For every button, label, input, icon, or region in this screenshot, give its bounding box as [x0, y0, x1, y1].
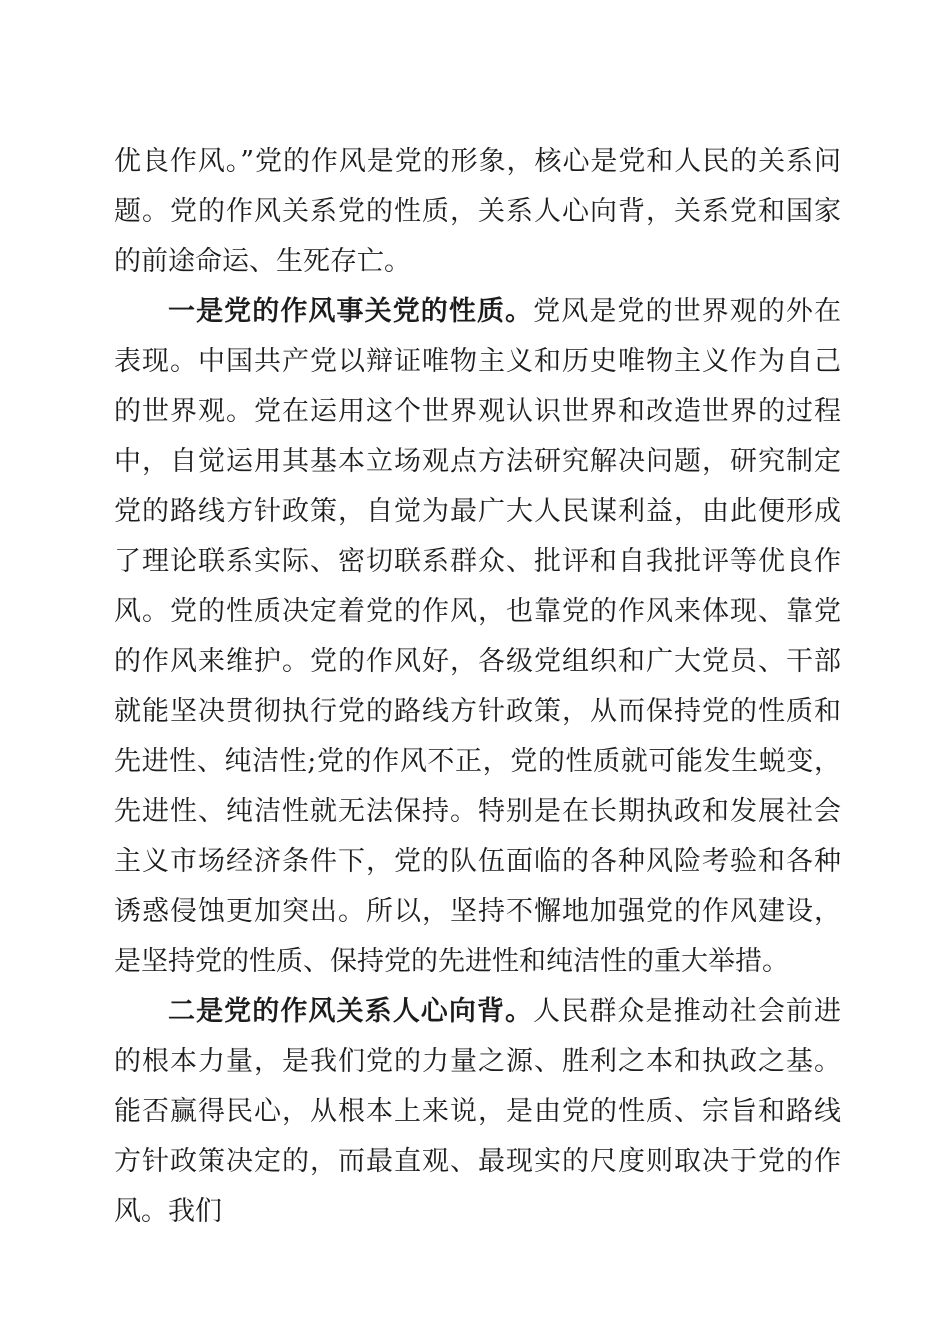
paragraph-point-one — [114, 287, 841, 987]
paragraph-lead: 二是党的作风关系人心向背。 — [168, 996, 534, 1027]
paragraph-text: 党风是党的世界观的外在表现。中国共产党以辩证唯物主义和历史唯物主义作为自己的世界观。党在运用这个世界观认识世界和改造世界的过程中，自觉运用其基本立场观点方法研究解决问题，研究制定党的路线方针政策，自觉为最广大人民谋利益，由此便形成了理论联系实际、密切联系群众、批评和自我批评等优良作风。党的性质决定着党的作风，也靠党的作风来体现、靠党的作风来维护。党的作风好，各级党组织和广大党员、干部就能坚决贯彻执行党的路线方针政策，从而保持党的性质和先进性、纯洁性;党的作风不正，党的性质就可能发生蜕变，先进性、纯洁性就无法保持。特别是在长期执政和发展社会主义市场经济条件下，党的队伍面临的各种风险考验和各种诱惑侵蚀更加突出。所以，坚持不懈地加强党的作风建设，是坚持党的性质、保持党的先进性和纯洁性的重大举措。 — [114, 296, 842, 977]
paragraph-text: 人民群众是推动社会前进的根本力量，是我们党的力量之源、胜利之本和执政之基。能否赢得民心，从根本上来说，是由党的性质、宗旨和路线方针政策决定的，而最直观、最现实的尺度则取决于党的作风。我们 — [114, 996, 842, 1227]
paragraph-text: 优良作风。”党的作风是党的形象，核心是党和人民的关系问题。党的作风关系党的性质，关系人心向背，关系党和国家的前途命运、生死存亡。 — [114, 146, 841, 277]
paragraph-point-two — [114, 987, 841, 1237]
document-body — [114, 137, 841, 1237]
paragraph-continuation — [114, 137, 841, 287]
paragraph-lead: 一是党的作风事关党的性质。 — [168, 296, 534, 327]
